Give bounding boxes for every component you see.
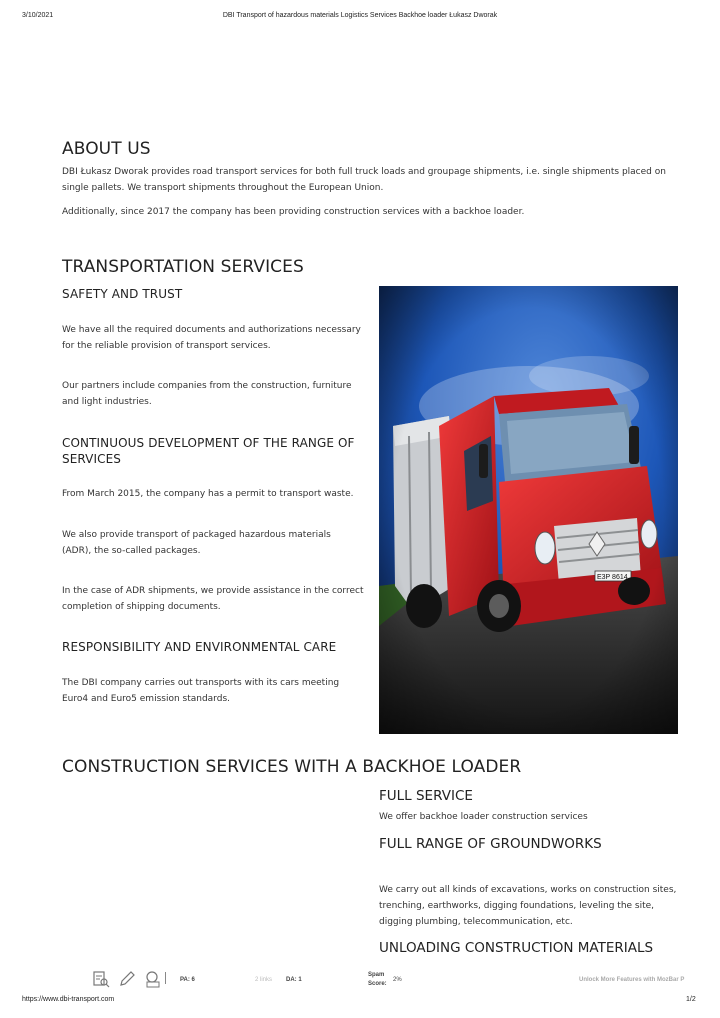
highlight-icon[interactable] (144, 970, 162, 992)
responsibility-heading: RESPONSIBILITY AND ENVIRONMENTAL CARE (62, 640, 337, 654)
pencil-icon[interactable] (118, 970, 136, 992)
about-paragraph-2: Additionally, since 2017 the company has been providing construction services with a backhoe loader. (62, 207, 525, 217)
unlock-features-link[interactable]: Unlock More Features with MozBar P (579, 977, 685, 983)
spam-score-label: Spam Score: (368, 972, 387, 987)
unloading-heading: UNLOADING CONSTRUCTION MATERIALS (379, 940, 654, 956)
development-paragraph-2: We also provide transport of packaged hazardous materials (ADR), the so-called packages. (62, 530, 331, 556)
development-paragraph-3: In the case of ADR shipments, we provide assistance in the correct completion of shipping documents. (62, 586, 364, 612)
page-authority: PA: 6 (180, 977, 195, 983)
print-date: 3/10/2021 (22, 12, 54, 19)
full-service-paragraph: We offer backhoe loader construction services (379, 812, 588, 822)
about-heading: ABOUT US (62, 139, 151, 159)
groundworks-paragraph: We carry out all kinds of excavations, works on construction sites, trenching, earthworks, digging foundations, leveling the site, digging plumbing, telecommunication, etc. (379, 885, 677, 927)
spam-score-value: 2% (393, 977, 402, 983)
print-title: DBI Transport of hazardous materials Logistics Services Backhoe loader Łukasz Dworak (222, 12, 498, 19)
print-page-number: 1/2 (686, 996, 696, 1003)
print-url: https://www.dbi-transport.com (22, 996, 115, 1003)
transport-heading: TRANSPORTATION SERVICES (62, 257, 304, 277)
about-paragraph-1: DBI Łukasz Dworak provides road transport services for both full truck loads and groupage shipments, i.e. single shipments placed on single pallets. We transport shipments throughout the European Union. (62, 167, 666, 193)
safety-paragraph-2: Our partners include companies from the construction, furniture and light industries. (62, 381, 352, 407)
groundworks-heading: FULL RANGE OF GROUNDWORKS (379, 836, 602, 852)
truck-photo (379, 286, 678, 734)
domain-authority: DA: 1 (286, 977, 302, 983)
mozbar-divider (165, 972, 166, 984)
links-count[interactable]: 2 links (255, 977, 273, 983)
safety-heading: SAFETY AND TRUST (62, 287, 183, 301)
development-paragraph-1: From March 2015, the company has a permit to transport waste. (62, 489, 354, 499)
responsibility-paragraph: The DBI company carries out transports with its cars meeting Euro4 and Euro5 emission standards. (62, 678, 340, 704)
full-service-heading: FULL SERVICE (379, 788, 473, 804)
page-analysis-icon[interactable] (92, 970, 110, 992)
safety-paragraph-1: We have all the required documents and authorizations necessary for the reliable provision of transport services. (62, 325, 361, 351)
construction-heading: CONSTRUCTION SERVICES WITH A BACKHOE LOADER (62, 757, 522, 777)
development-heading: CONTINUOUS DEVELOPMENT OF THE RANGE OF SERVICES (62, 436, 355, 466)
